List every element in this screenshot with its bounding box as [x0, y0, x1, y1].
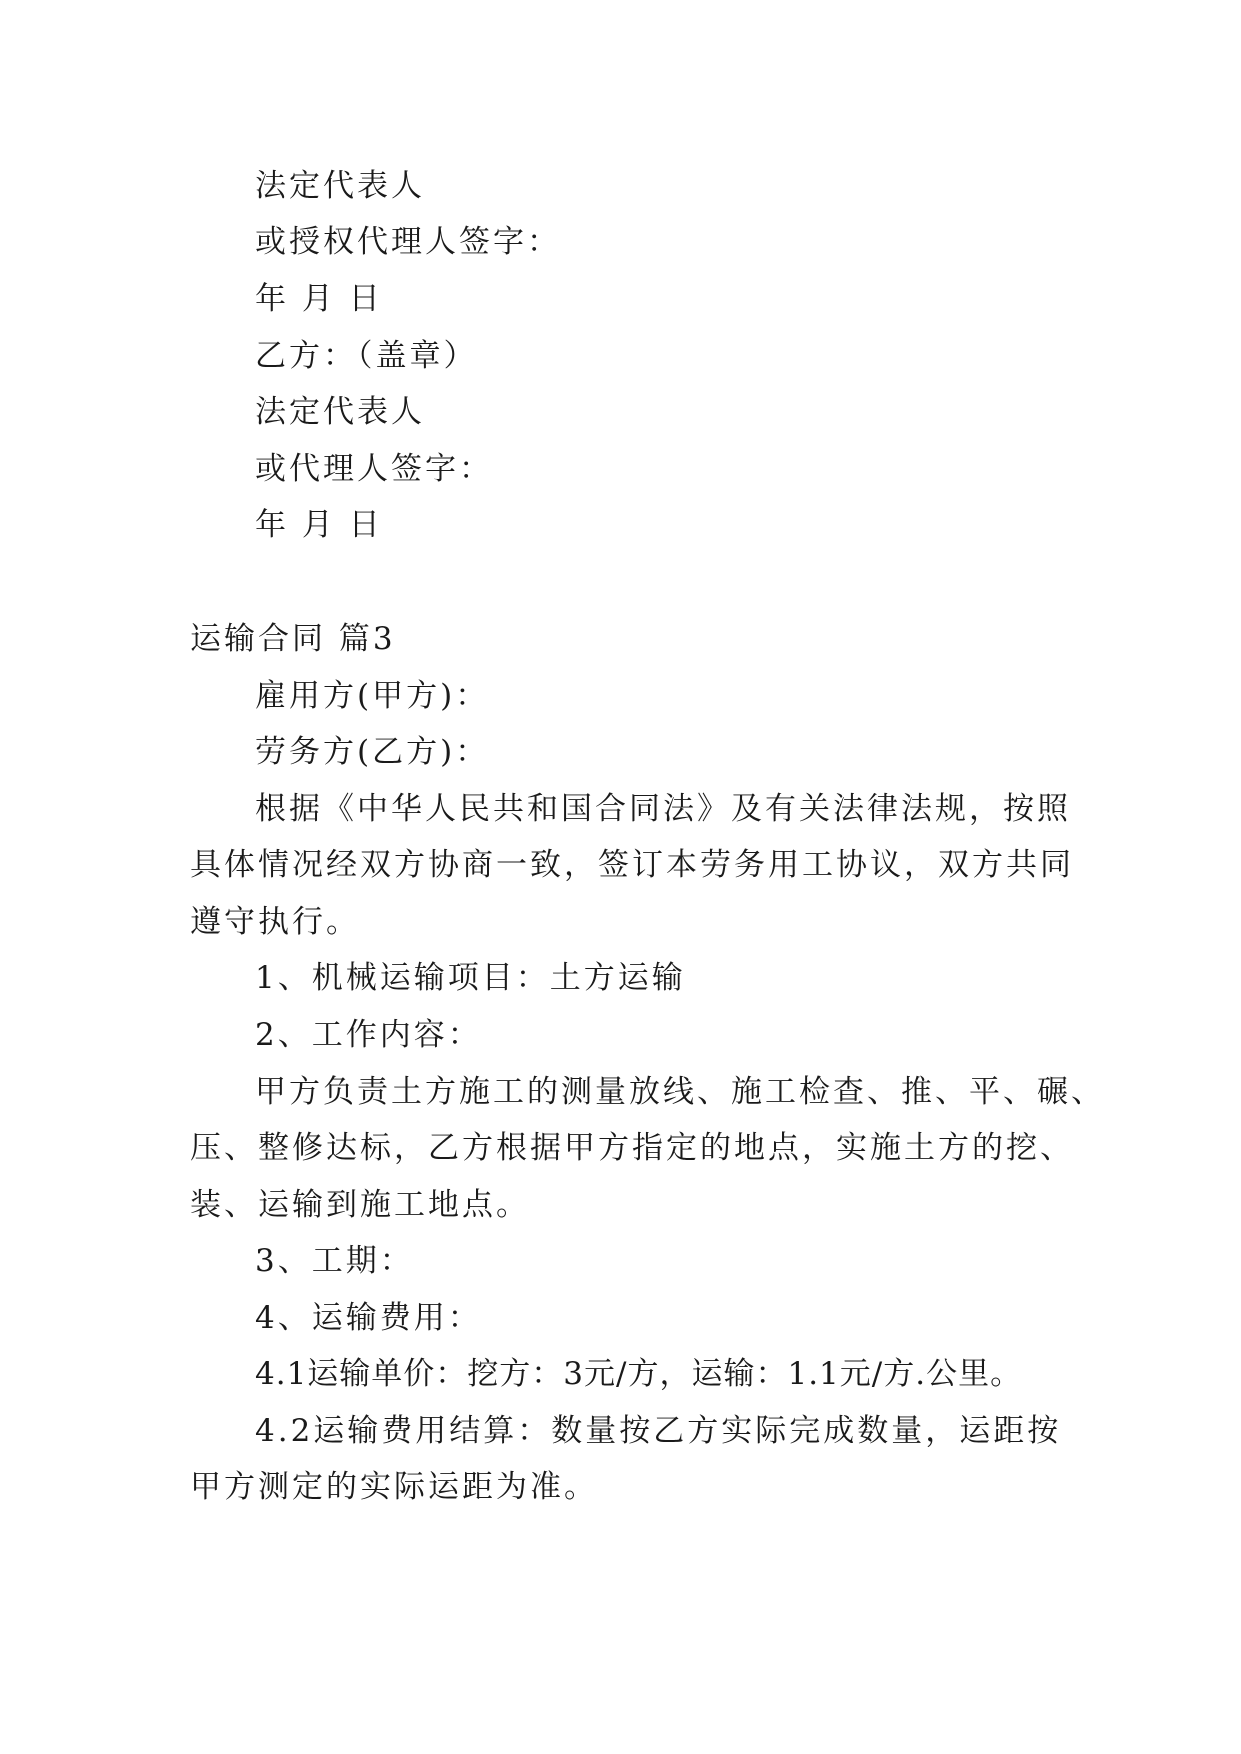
party-a-date: 年 月 日: [255, 281, 383, 317]
clause-4: 4、运输费用：: [255, 1300, 482, 1336]
party-b-date: 年 月 日: [255, 507, 383, 543]
party-b-legal-rep: 法定代表人: [255, 394, 425, 430]
party-b-signature-label: 或代理人签字：: [255, 451, 493, 487]
party-b-seal: 乙方：（盖章）: [255, 338, 478, 374]
work-content-line: 装、运输到施工地点。: [190, 1187, 530, 1223]
work-content-line: 压、整修达标，乙方根据甲方指定的地点，实施土方的挖、: [190, 1130, 1074, 1166]
employer-line: 雇用方(甲方)：: [255, 678, 490, 714]
party-a-signature-label: 或授权代理人签字：: [255, 224, 561, 260]
laborer-line: 劳务方(乙方)：: [255, 734, 490, 770]
clause-4-1: 4.1运输单价：挖方：3元/方，运输：1.1元/方.公里。: [255, 1356, 1023, 1392]
clause-4-2-line: 4.2运输费用结算：数量按乙方实际完成数量，运距按: [255, 1413, 1062, 1449]
preamble-line: 具体情况经双方协商一致，签订本劳务用工协议，双方共同: [190, 847, 1074, 883]
preamble-line: 根据《中华人民共和国合同法》及有关法律法规，按照: [255, 791, 1071, 827]
clause-4-2-line: 甲方测定的实际运距为准。: [190, 1469, 598, 1505]
clause-3: 3、工期：: [255, 1243, 414, 1279]
party-a-legal-rep: 法定代表人: [255, 168, 425, 204]
section-title: 运输合同 篇3: [190, 621, 396, 657]
work-content-line: 甲方负责土方施工的测量放线、施工检查、推、平、碾、: [255, 1074, 1105, 1110]
clause-1: 1、机械运输项目：土方运输: [255, 960, 686, 996]
clause-2: 2、工作内容：: [255, 1017, 482, 1053]
preamble-line: 遵守执行。: [190, 904, 360, 940]
